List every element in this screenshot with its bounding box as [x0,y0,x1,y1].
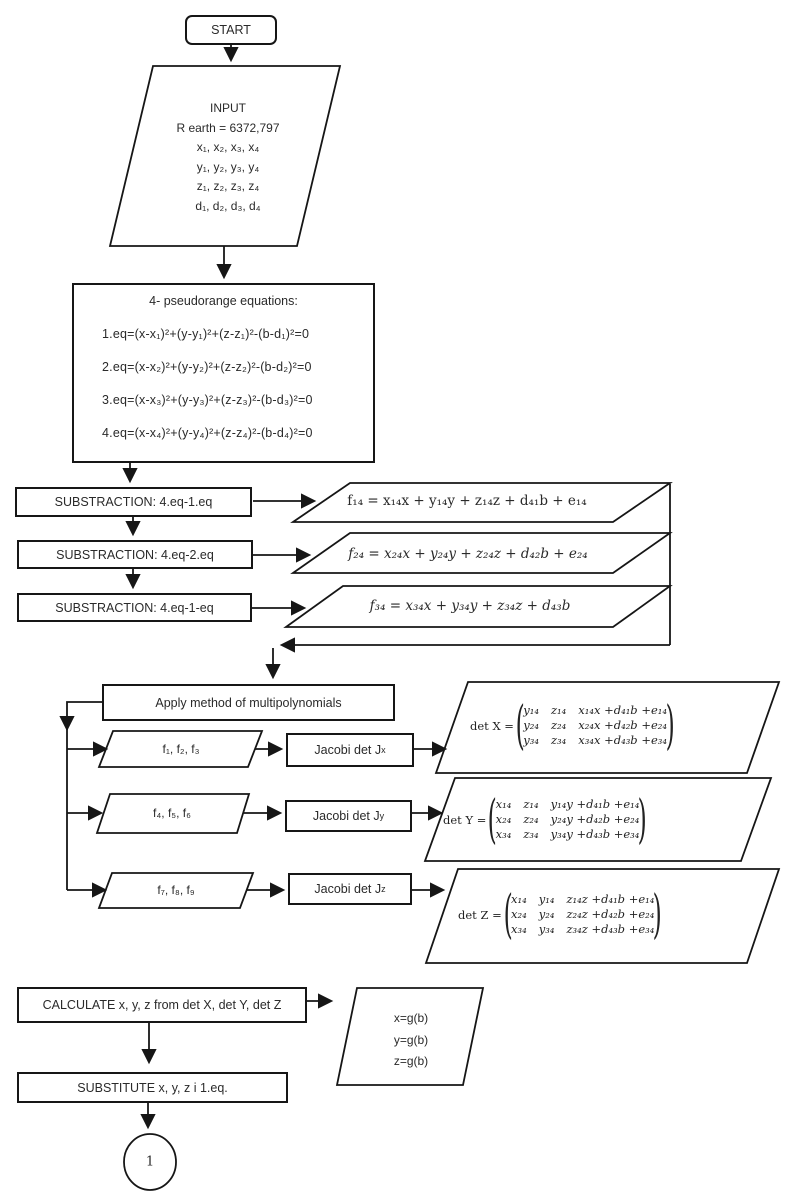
det-z-label: det Z = [458,907,502,922]
det-y-expression [443,789,648,850]
input-line: x₁, x₂, x₃, x₄ [196,140,260,155]
jacobi-y-label: Jacobi det J [312,809,380,823]
f123-label: f₁, f₂, f₃ [162,742,200,756]
jacobi-x-subscript: x [381,745,386,755]
input-line: z₁, z₂, z₃, z₄ [196,179,260,194]
calculate-node [17,987,307,1023]
subtraction-2-node [17,540,253,569]
input-line: d₁, d₂, d₃, d₄ [195,198,261,213]
result-line: x=g(b) [393,1011,429,1025]
subtraction-3-node [17,593,252,622]
equations-title: 4- pseudorange equations: [149,294,298,308]
jacobi-y-subscript: y [379,811,385,821]
equation-line: 3.eq=(x-x₃)²+(y-y₃)²+(z-z₃)²-(b-d₃)²=0 [102,393,313,407]
f24-formula: f₂₄ = x₂₄x + y₂₄y + z₂₄z + d₄₂b + e₂₄ [348,546,588,562]
result-line: z=g(b) [393,1054,429,1068]
right-paren: ) [637,789,648,850]
right-paren: ) [665,695,675,756]
det-z-matrix: x₁₄ y₁₄ z₁₄z +d₄₁b +e₁₄ x₂₄ y₂₄ z₂₄z +d₄₂b +e₂₄ x₃₄ y₃₄ z₃₄z +d₄₃b +e₃₄ [511,892,655,936]
jacobi-y-node [285,800,412,832]
det-x-label: det X = [470,718,514,733]
jacobi-z-node [288,873,412,905]
f14-formula: f₁₄ = x₁₄x + y₁₄y + z₁₄z + d₄₁b + e₁₄ [347,493,587,509]
pseudorange-equations-node [72,283,375,463]
f34-formula: f₃₄ = x₃₄x + y₃₄y + z₃₄z + d₄₃b [369,598,571,614]
substitute-label: SUBSTITUTE x, y, z i 1.eq. [77,1080,228,1095]
result-line: y=g(b) [393,1032,429,1047]
jacobi-z-label: Jacobi det J [314,882,382,896]
subtraction-2-label: SUBSTRACTION: 4.eq-2.eq [56,547,214,562]
f456-label: f₄, f₅, f₆ [153,806,191,820]
apply-method-node [102,684,395,721]
det-z-expression [458,884,663,945]
det-x-expression [470,695,675,756]
subtraction-1-node [15,487,252,517]
det-x-matrix: y₁₄ z₁₄ x₁₄x +d₄₁b +e₁₄ y₂₄ z₂₄ x₂₄x +d₄₂b +e₂₄ y₃₄ z₃₄ x₃₄x +d₄₃b +e₃₄ [523,703,667,747]
det-y-label: det Y = [443,812,487,827]
subtraction-1-label: SUBSTRACTION: 4.eq-1.eq [54,495,213,509]
left-paren: ( [487,789,498,850]
jacobi-x-node [286,733,414,767]
subtraction-3-label: SUBSTRACTION: 4.eq-1-eq [55,600,214,615]
left-paren: ( [503,884,513,945]
equation-line: 2.eq=(x-x₂)²+(y-y₂)²+(z-z₂)²-(b-d₂)²=0 [102,360,312,374]
start-label: START [211,23,251,37]
equation-line: 4.eq=(x-x₄)²+(y-y₄)²+(z-z₄)²-(b-d₄)²=0 [102,426,313,440]
start-node [185,15,277,45]
input-line: R earth = 6372,797 [176,120,280,135]
jacobi-z-subscript: z [381,884,386,894]
results-text [352,1008,470,1073]
apply-method-label: Apply method of multipolynomials [155,695,342,710]
input-title: INPUT [210,101,246,115]
equation-line: 1.eq=(x-x₁)²+(y-y₁)²+(z-z₁)²-(b-d₁)²=0 [102,327,310,341]
jacobi-x-label: Jacobi det J [314,743,382,757]
left-paren: ( [515,695,525,756]
f789-label: f₇, f₈, f₉ [157,883,195,897]
input-line: y₁, y₂, y₃, y₄ [196,159,260,174]
connector-circle-label: 1 [145,1154,155,1170]
calculate-label: CALCULATE x, y, z from det X, det Y, det Z [42,998,282,1012]
input-node-text [123,99,333,217]
branch-trunk-line [67,702,102,890]
substitute-node [17,1072,288,1103]
right-paren: ) [652,884,663,945]
det-y-matrix: x₁₄ z₁₄ y₁₄y +d₄₁b +e₁₄ x₂₄ z₂₄ y₂₄y +d₄₂b +e₂₄ x₃₄ z₃₄ y₃₄y +d₄₃b +e₃₄ [495,797,640,841]
